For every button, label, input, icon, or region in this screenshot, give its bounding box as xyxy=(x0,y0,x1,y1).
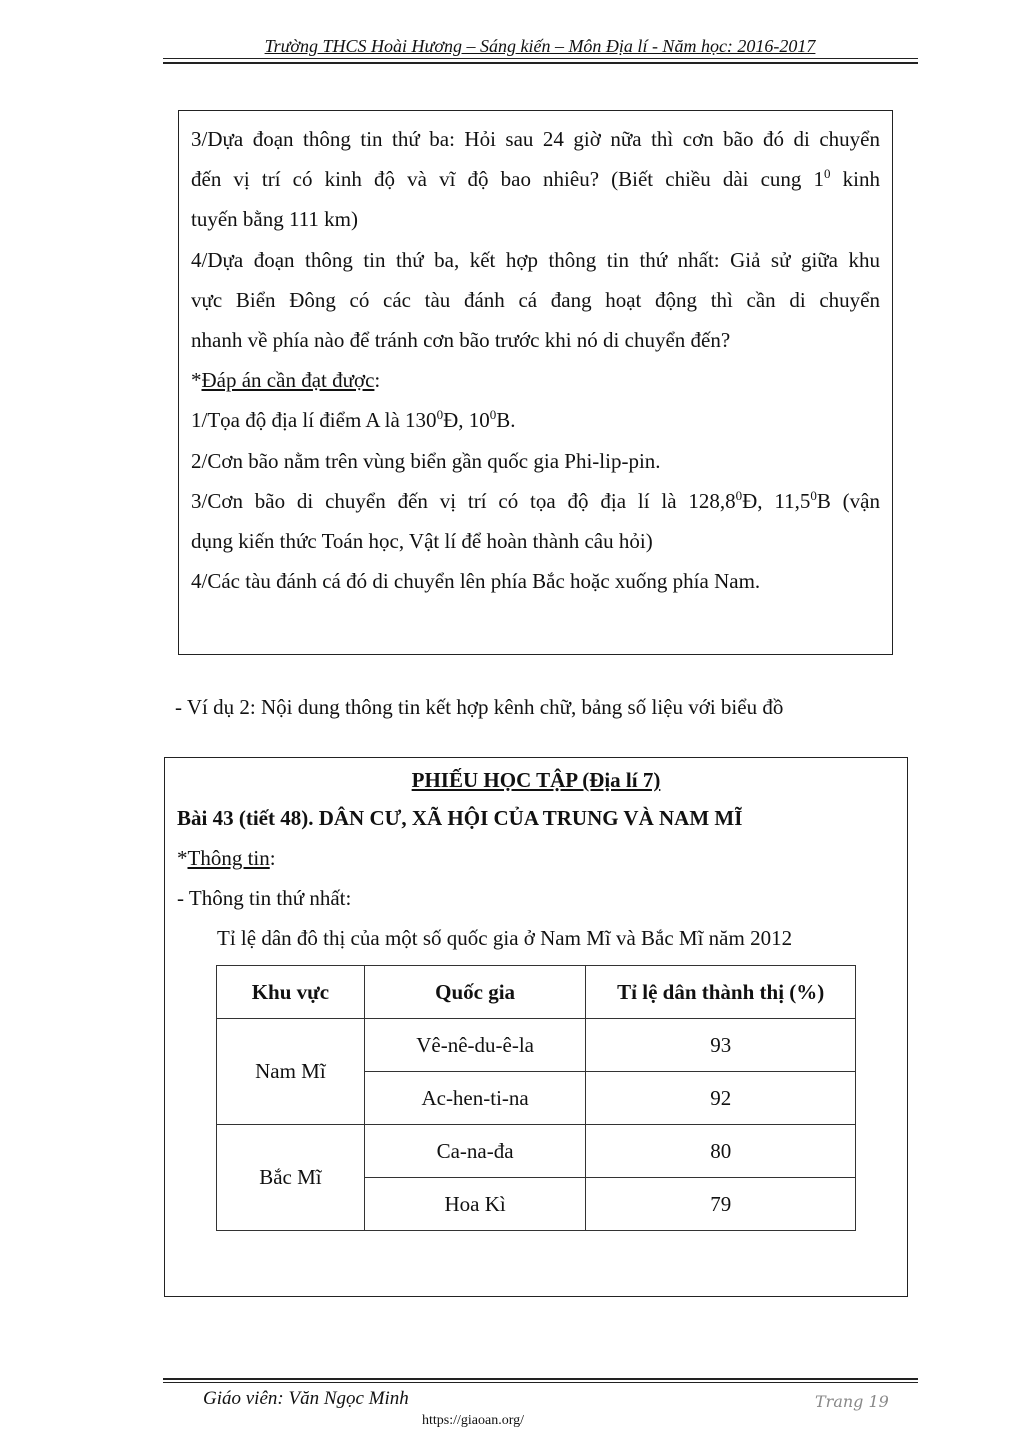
value-cell: 93 xyxy=(586,1019,856,1072)
text-span: * xyxy=(177,846,188,870)
country-cell: Ac-hen-ti-na xyxy=(364,1072,586,1125)
answer-heading xyxy=(191,360,880,400)
table-caption: Tỉ lệ dân đô thị của một số quốc gia ở Nam Mĩ và Bắc Mĩ năm 2012 xyxy=(217,926,793,950)
text-span: : xyxy=(269,846,276,870)
degree-sup: 0 xyxy=(810,487,817,503)
text-span: Đ, 10 xyxy=(443,408,490,433)
answer-1 xyxy=(191,400,880,440)
text-span: B (vận xyxy=(816,488,880,513)
question-4-line-2: vực Biển Đông có các tàu đánh cá đang hoạt động thì cần di chuyển xyxy=(191,287,880,312)
question-3-line-1: 3/Dựa đoạn thông tin thứ ba: Hỏi sau 24 giờ nữa thì cơn bão đó di chuyển xyxy=(191,127,880,151)
footer-rule-top xyxy=(163,1378,918,1380)
header-rule-top xyxy=(163,58,918,59)
column-header: Quốc gia xyxy=(364,966,586,1019)
degree-sup: 0 xyxy=(436,407,444,423)
answer-3-line-2: dụng kiến thức Toán học, Vật lí để hoàn thành câu hỏi) xyxy=(191,529,653,554)
country-cell: Hoa Kì xyxy=(364,1178,586,1231)
question-4-line-3: nhanh về phía nào để tránh cơn bão trước khi nó di chuyển đến? xyxy=(191,328,731,353)
question-3-line-3: tuyến bằng 111 km) xyxy=(191,207,358,232)
footer-teacher xyxy=(203,1388,409,1410)
degree-sup: 0 xyxy=(824,166,831,182)
degree-sup: 0 xyxy=(489,407,497,423)
worksheet-title: PHIẾU HỌC TẬP (Địa lí 7) xyxy=(411,768,661,792)
question-4-line-1: 4/Dựa đoạn thông tin thứ ba, kết hợp thông tin thứ nhất: Giả sử giữa khu xyxy=(191,247,880,272)
answer-heading-label: Đáp án cần đạt được xyxy=(201,368,375,393)
answer-3-line-1 xyxy=(191,481,880,521)
region-cell: Bắc Mĩ xyxy=(217,1125,365,1231)
question-3-line-2 xyxy=(191,159,880,199)
teacher-label: Giáo viên xyxy=(203,1388,278,1409)
value-cell: 92 xyxy=(586,1072,856,1125)
header-rule-bottom xyxy=(163,62,918,64)
footer-rule-bottom xyxy=(163,1382,918,1383)
page-number: Trang 19 xyxy=(815,1392,889,1411)
answer-4: 4/Các tàu đánh cá đó di chuyển lên phía Bắc hoặc xuống phía Nam. xyxy=(191,569,761,594)
column-header: Khu vực xyxy=(217,966,365,1019)
value-cell: 80 xyxy=(586,1125,856,1178)
text-span: 1/Tọa độ địa lí điểm A là 130 xyxy=(191,408,437,433)
text-span: đến vị trí có kinh độ và vĩ độ bao nhiêu? (Biết chiều dài cung 1 xyxy=(191,167,825,192)
text-span: * xyxy=(191,368,202,393)
country-cell: Ca-na-đa xyxy=(364,1125,586,1178)
degree-sup: 0 xyxy=(735,487,743,503)
country-cell: Vê-nê-du-ê-la xyxy=(364,1019,586,1072)
footer-url[interactable]: https://giaoan.org/ xyxy=(421,1413,524,1428)
urban-population-table xyxy=(216,965,856,1231)
info-first: - Thông tin thứ nhất: xyxy=(177,886,352,910)
text-span: 3/Cơn bão di chuyển đến vị trí có tọa độ địa lí là 128,8 xyxy=(191,488,736,513)
text-span: Đ, 11,5 xyxy=(742,488,811,513)
column-header: Tỉ lệ dân thành thị (%) xyxy=(586,966,856,1019)
table-header-row xyxy=(217,966,856,1019)
lesson-title: Bài 43 (tiết 48). DÂN CƯ, XÃ HỘI CỦA TRUNG VÀ NAM MĨ xyxy=(177,806,743,830)
questions-answers-box xyxy=(178,110,893,655)
teacher-name: : Văn Ngọc Minh xyxy=(277,1388,409,1409)
text-span: kinh xyxy=(830,167,880,192)
table-row xyxy=(217,1125,856,1178)
info-heading xyxy=(177,846,276,871)
example-2-heading: - Ví dụ 2: Nội dung thông tin kết hợp kênh chữ, bảng số liệu với biểu đồ xyxy=(175,695,784,719)
region-cell: Nam Mĩ xyxy=(217,1019,365,1125)
text-span: : xyxy=(374,368,381,393)
text-span: B. xyxy=(496,408,516,433)
page-header: Trường THCS Hoài Hương – Sáng kiến – Môn Địa lí - Năm học: 2016-2017 xyxy=(264,36,816,56)
answer-2: 2/Cơn bão nằm trên vùng biển gần quốc gia Phi-lip-pin. xyxy=(191,448,661,473)
table-row xyxy=(217,1019,856,1072)
info-heading-label: Thông tin xyxy=(187,846,270,870)
value-cell: 79 xyxy=(586,1178,856,1231)
worksheet-box xyxy=(164,757,908,1297)
